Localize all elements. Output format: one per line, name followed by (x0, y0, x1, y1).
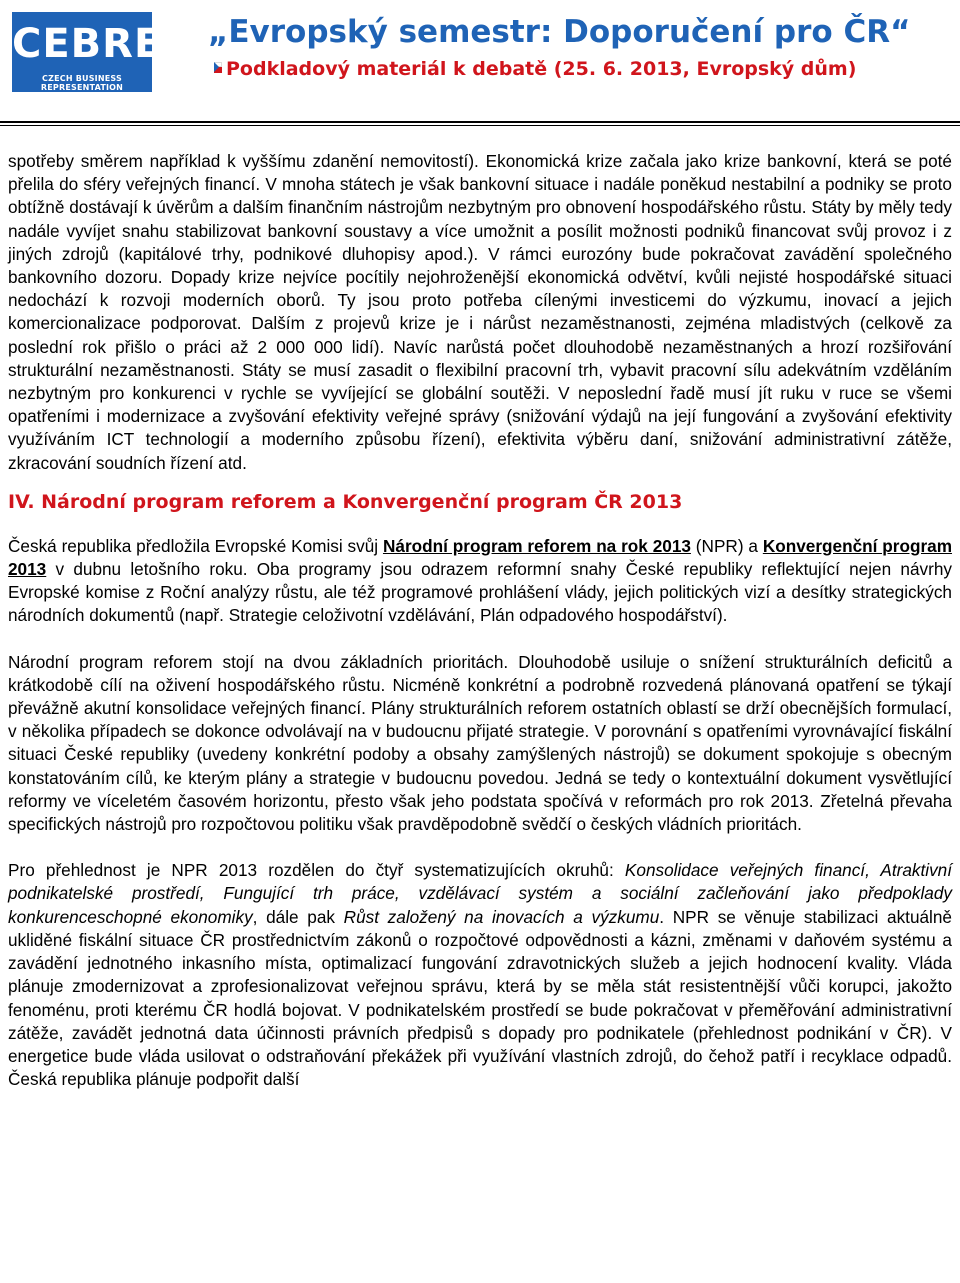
logo-tagline: CZECH BUSINESS REPRESENTATION (40, 74, 124, 92)
paragraph-npr-structure (8, 859, 952, 1091)
npr-intro-text-start: Česká republika předložila Evropské Komisi svůj (8, 535, 383, 556)
npr-structure-text-start: Pro přehlednost je NPR 2013 rozdělen do čtyř systematizujících okruhů: (8, 860, 625, 881)
header-divider-thin (0, 125, 960, 126)
section-heading-iv: IV. Národní program reforem a Konvergenční program ČR 2013 (8, 490, 683, 513)
npr-intro-text-mid: (NPR) a (690, 535, 763, 556)
page-header (0, 0, 960, 100)
npr-structure-text-end: . NPR se věnuje stabilizaci aktuálně ukliděné fiskální situace ČR prostřednictvím zákonů o rozpočtové odpovědnosti a kázni, změnami v daňovém systému a zavádění jednotného inkasního místa, optimalizací fungování zdravotnických služeb a jejich hodnocení kvality. Vláda plánuje zmodernizovat a zprofesionalizovat veřejnou správu, která by se měla stát resistentnější vůči korupci, jakožto fenoménu, proti kterému ČR hodlá bojovat. V podnikatelském prostředí se bude pokračovat v přeměřování administrativní zátěže, zavádět jednotná data účinnosti právních předpisů s dopady pro podnikatele (přehlednost podnikání v ČR). V energetice bude vláda usilovat o odstraňování překážek při využívání vlastních zdrojů, do čehož patří i recyklace odpadů. Česká republika plánuje podpořit další (8, 906, 952, 1090)
logo-wordmark: CEBRE (12, 21, 163, 67)
paragraph-banking-crisis: spotřeby směrem například k vyššímu zdanění nemovitostí). Ekonomická krize začala jako krize bankovní, která se poté přelila do sféry veřejných financí. V mnoha státech je však bankovní situace i nadále poněkud nestabilní a podniky se proto obtížně dostávají k úvěrům a dalším finančním nástrojům nezbytným pro obnovení hospodářského růstu. Státy by měly tedy nadále vyvíjet snahu stabilizovat bankovní soustavy a více umožnit a posílit možnosti podniků financovat svůj provoz i z jiných zdrojů (kapitálové trhy, podnikové dluhopisy apod.). V rámci eurozóny bude pokračovat zavádění společného bankovního dozoru. Dopady krize nejvíce pocítily nejohroženější ekonomická odvětví, kvůli nejisté hospodářské situaci nedochází k rozvoji moderních oborů. Ty jsou proto potřeba cílenými investicemi do výzkumu, inovací a jejich komercionalizace podporovat. Dalším z projevů krize je i nárůst nezaměstnanosti, zejména mladistvých (celkově za poslední rok přišlo o práci až 2 000 000 lidí). Navíc narůstá počet dlouhodobě nezaměstnaných a hrozí rozšiřování strukturální nezaměstnanosti. Státy se musí zasadit o flexibilní pracovní trh, vybavit pracovní sílu adekvátním vzděláním nezbytným pro konkurenci v rychle se vyvíjející se globální soutěži. V neposlední řadě musí jít ruku v ruce se všemi opatřeními i modernizace a zvyšování efektivity veřejné správy (snižování výdajů na její fungování a zvyšování efektivity využíváním ICT technologií a moderního způsobu řízení), efektivita výběru daní, snižování administrativní zátěže, zkracování soudních řízení atd. (8, 151, 952, 473)
npr-2013-link[interactable]: Národní program reforem na rok 2013 (382, 535, 691, 556)
npr-intro-text-end: v dubnu letošního roku. Oba programy jsou odrazem reformní snahy České republiky reflektující nejen návrhy Evropské komise z Roční analýzy růstu, ale též programové prohlášení vlády, jejich politických vizí a desítky strategických národních dokumentů (např. Strategie celoživotní vzdělávání, Plán odpadového hospodářství). (8, 559, 952, 626)
npr-innovation-area: Růst založený na inovacích a výzkumu (343, 906, 660, 927)
cebre-logo (12, 12, 163, 92)
document-body (8, 150, 952, 1091)
document-subtitle: Podkladový materiál k debatě (25. 6. 2013, Evropský dům) (226, 58, 857, 80)
czech-flag-icon (214, 62, 222, 73)
paragraph-npr-priorities: Národní program reforem stojí na dvou základních prioritách. Dlouhodobě usiluje o snížení strukturálních deficitů a krátkodobě cílí na oživení hospodářského růstu. Nicméně konkrétní a podrobně rozvedená plánovaná opatření se týkají převážně akutní konsolidace veřejných financí. Plány strukturálních reforem ostatních oblastí se drží obecnějších formulací, v několika případech se dokonce odvolávají na v budoucnu přijaté strategie. V porovnání s opatřeními vyrovnávající fiskální situaci České republiky (uvedeny konkrétní podoby a obsahy zamýšlených nástrojů) se dokument spokojuje s obecným konstatováním cílů, ke kterým plány a strategie v budoucnu povedou. Jedná se tedy o kontextuální dokument vysvětlující reformy ve víceletém časovém horizontu, přesto však jeho podstata spočívá v reformách pro rok 2013. Zřetelná převaha specifických nástrojů pro rozpočtovou politiku však pravděpodobně svědčí o českých vládních prioritách. (8, 651, 952, 835)
paragraph-npr-intro (8, 535, 952, 628)
npr-structure-text-mid: , dále pak (252, 906, 344, 927)
npr-areas-list: Konsolidace veřejných financí, Atraktivní podnikatelské prostředí, Fungující trh práce, vzdělávací systém a sociální začleňování jako předpoklady konkurenceschopné ekonomiky (8, 860, 952, 927)
header-divider-thick (0, 121, 960, 123)
convergence-program-link[interactable]: Konvergenční program 2013 (8, 535, 953, 580)
document-title: „Evropský semestr: Doporučení pro ČR“ (208, 14, 911, 50)
